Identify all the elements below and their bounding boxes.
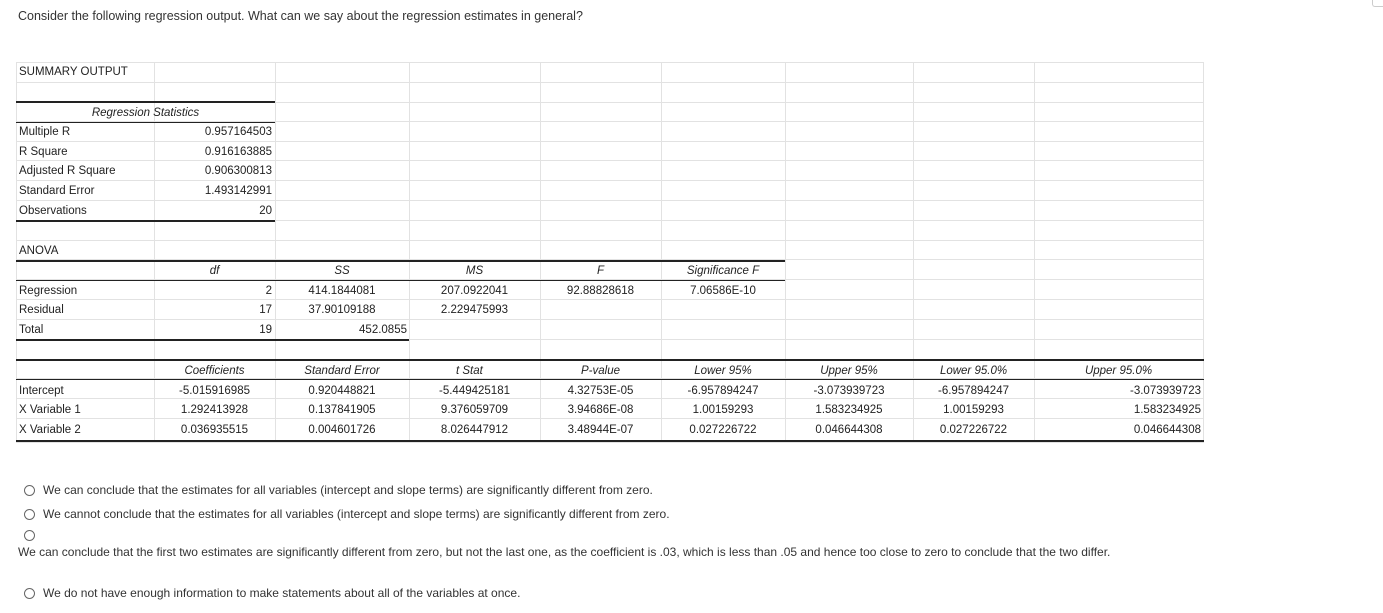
coef-header: Coefficients xyxy=(184,365,245,377)
radio-button[interactable] xyxy=(24,509,35,520)
summary-output-label: SUMMARY OUTPUT xyxy=(19,66,128,78)
coef-cell: 0.920448821 xyxy=(308,385,376,397)
coef-cell: 1.00159293 xyxy=(943,404,1004,416)
coef-cell: -3.073939723 xyxy=(1130,385,1201,397)
anova-cell: 414.1844081 xyxy=(308,285,376,297)
coef-header: Upper 95.0% xyxy=(1084,365,1153,377)
anova-cell: 2 xyxy=(265,285,272,297)
anova-cell: 17 xyxy=(259,304,272,316)
stat-label: Multiple R xyxy=(19,126,71,138)
radio-button[interactable] xyxy=(24,530,35,541)
anova-header: Significance F xyxy=(686,265,760,277)
coef-cell: 1.292413928 xyxy=(180,404,249,416)
coef-header: t Stat xyxy=(456,365,483,377)
table-rule xyxy=(16,280,785,281)
answer-option-3[interactable] xyxy=(24,530,43,541)
anova-cell: 7.06586E-10 xyxy=(690,285,756,297)
answer-option-2[interactable] xyxy=(24,507,670,521)
coef-header: Standard Error xyxy=(304,365,380,377)
coef-cell: 1.583234925 xyxy=(815,404,883,416)
anova-cell: 37.90109188 xyxy=(308,304,376,316)
question-text: Consider the following regression output. What can we say about the regression estimates in general? xyxy=(18,9,583,23)
table-rule xyxy=(16,379,1204,380)
coef-cell: 9.376059709 xyxy=(440,404,509,416)
anova-row-label: Total xyxy=(19,324,44,336)
coef-cell: 1.583234925 xyxy=(1133,404,1201,416)
radio-button[interactable] xyxy=(24,588,35,599)
table-rule xyxy=(16,440,1204,442)
table-rule xyxy=(16,101,275,103)
regression-output-image xyxy=(16,62,1204,443)
stat-value: 20 xyxy=(259,205,272,217)
answer-option-label: We do not have enough information to make statements about all of the variables at once. xyxy=(43,586,521,600)
anova-cell: 92.88828618 xyxy=(566,285,635,297)
coef-cell: 0.027226722 xyxy=(689,424,757,436)
page-corner-tab xyxy=(1372,0,1383,7)
anova-cell: 207.0922041 xyxy=(440,285,509,297)
stat-label: Adjusted R Square xyxy=(19,165,116,177)
coef-cell: 0.137841905 xyxy=(308,404,376,416)
anova-row-label: Regression xyxy=(19,285,78,297)
answer-option-label: We can conclude that the estimates for all variables (intercept and slope terms) are significantly different from zero. xyxy=(43,483,653,497)
coef-cell: 3.94686E-08 xyxy=(567,404,634,416)
anova-header: df xyxy=(209,265,220,277)
coef-row-label: Intercept xyxy=(19,385,64,397)
coef-cell: -5.449425181 xyxy=(439,385,510,397)
coef-cell: -6.957894247 xyxy=(938,385,1009,397)
coef-cell: 1.00159293 xyxy=(692,404,754,416)
coef-cell: 8.026447912 xyxy=(440,424,509,436)
table-rule xyxy=(16,220,275,222)
anova-cell: 19 xyxy=(259,324,272,336)
coef-cell: -6.957894247 xyxy=(687,385,759,397)
anova-header: MS xyxy=(465,265,484,277)
anova-header: SS xyxy=(334,265,350,277)
coef-header: Lower 95.0% xyxy=(939,365,1008,377)
coef-cell: 3.48944E-07 xyxy=(567,424,634,436)
coef-cell: -5.015916985 xyxy=(179,385,250,397)
stat-value: 0.957164503 xyxy=(204,126,272,138)
anova-row-label: Residual xyxy=(19,304,64,316)
answer-option-label: We cannot conclude that the estimates for all variables (intercept and slope terms) are significantly different from zero. xyxy=(43,507,670,521)
stat-label: Observations xyxy=(19,205,87,217)
coef-cell: -3.073939723 xyxy=(813,385,885,397)
stat-label: Standard Error xyxy=(19,185,95,197)
coef-cell: 4.32753E-05 xyxy=(567,385,634,397)
coef-cell: 0.004601726 xyxy=(308,424,376,436)
coef-header: Upper 95% xyxy=(820,365,878,377)
coef-row-label: X Variable 1 xyxy=(19,404,81,416)
anova-header: F xyxy=(596,265,605,277)
answer-option-1[interactable] xyxy=(24,483,653,497)
coef-cell: 0.036935515 xyxy=(180,424,249,436)
coef-header: P-value xyxy=(581,365,620,377)
coef-header: Lower 95% xyxy=(694,365,752,377)
stat-value: 1.493142991 xyxy=(204,185,272,197)
radio-button[interactable] xyxy=(24,485,35,496)
anova-label: ANOVA xyxy=(19,245,59,257)
stat-value: 0.906300813 xyxy=(204,165,272,177)
coef-cell: 0.046644308 xyxy=(1133,424,1201,436)
table-rule xyxy=(16,339,409,341)
answer-option-label: We can conclude that the first two estimates are significantly different from zero, but not the last one, as the coefficient is .03, which is less than .05 and hence too close to zero to conclude that the two differ. xyxy=(18,545,1111,559)
coef-row-label: X Variable 2 xyxy=(19,424,81,436)
table-rule xyxy=(16,359,1204,361)
anova-cell: 452.0855 xyxy=(359,324,407,336)
stat-label: R Square xyxy=(19,146,68,158)
regression-statistics-header: Regression Statistics xyxy=(91,107,200,119)
answer-option-4[interactable] xyxy=(24,586,520,600)
coef-cell: 0.046644308 xyxy=(815,424,883,436)
stat-value: 0.916163885 xyxy=(204,146,272,158)
anova-cell: 2.229475993 xyxy=(440,304,509,316)
coef-cell: 0.027226722 xyxy=(939,424,1008,436)
